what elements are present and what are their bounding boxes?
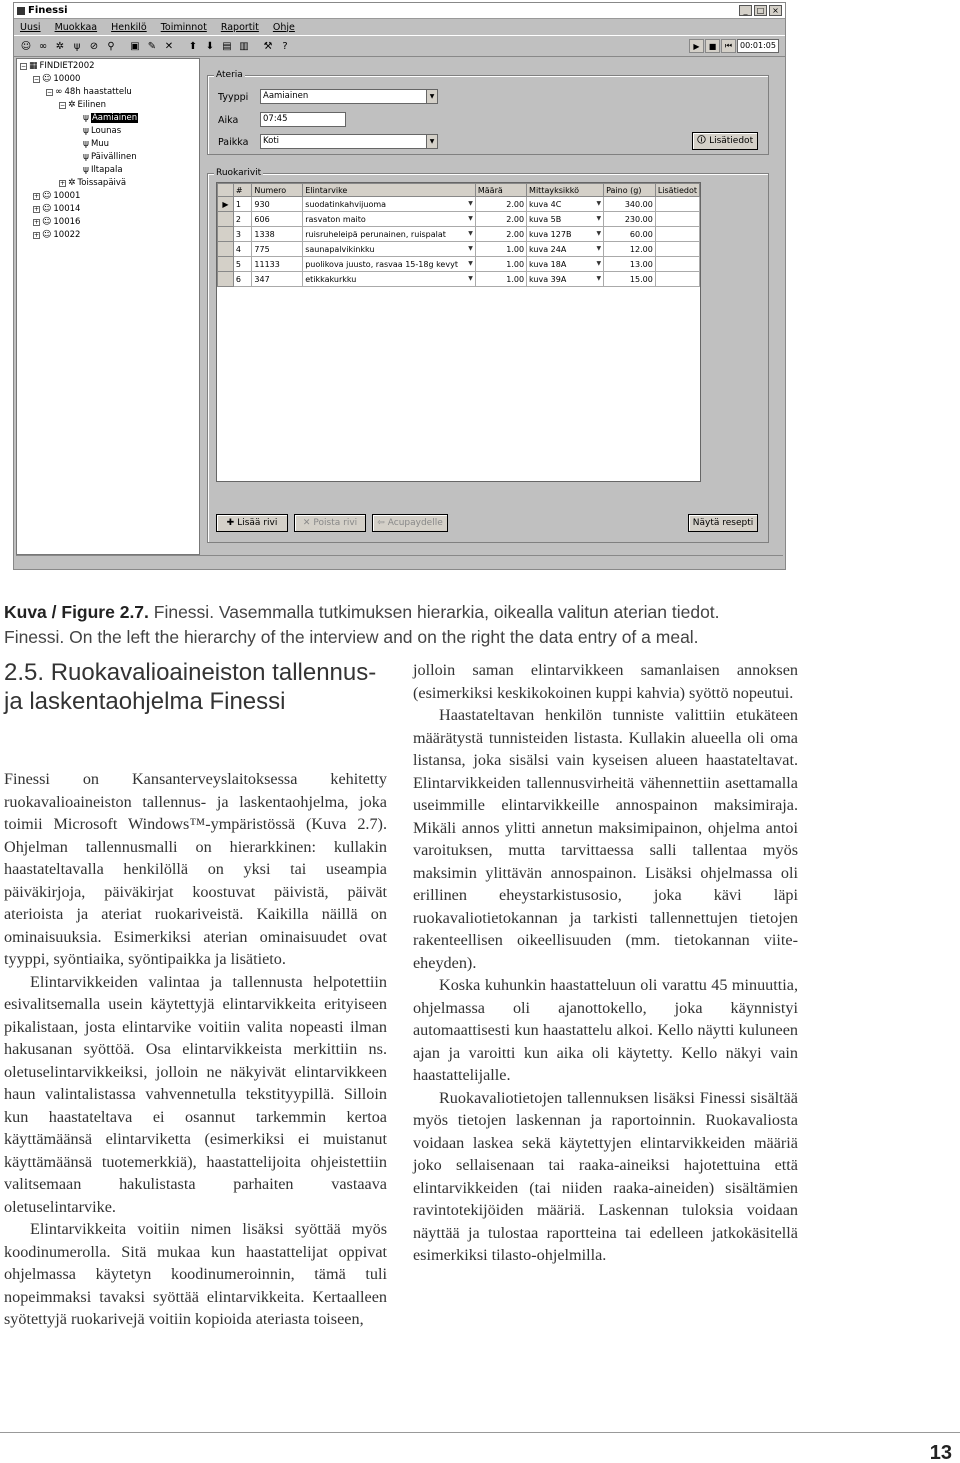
window-title: Finessi (28, 5, 68, 16)
cutlery-icon: ψ (83, 165, 89, 175)
tree-meal-aamiainen[interactable]: ψ Aamiainen (83, 113, 138, 123)
corner-header (218, 184, 234, 197)
paikka-select[interactable]: Koti ▼ (260, 134, 438, 149)
clear-icon[interactable]: ⊘ (89, 40, 99, 52)
app-icon (17, 7, 25, 15)
tools-icon[interactable]: ⚒ (263, 40, 273, 52)
aika-label: Aika (218, 115, 239, 126)
aika-input[interactable]: 07:45 (260, 112, 346, 127)
column-header[interactable]: Määrä (475, 184, 526, 197)
current-row-icon: ▶ (218, 197, 234, 212)
tree-day-eilinen[interactable]: − ✲ Eilinen (60, 100, 107, 110)
chevron-down-icon[interactable]: ▼ (468, 214, 473, 222)
figure-caption (4, 600, 954, 650)
caption-finnish: Finessi. Vasemmalla tutkimuksen hierarkia, oikealla valitun aterian tiedot. (148, 602, 720, 622)
chevron-down-icon[interactable]: ▼ (426, 135, 437, 148)
delete-row-button[interactable]: ✕ Poista rivi (294, 514, 366, 532)
tree-person[interactable]: + ☺ 10016 (34, 217, 81, 227)
lisatiedot-button[interactable]: 🛈 Lisätiedot (692, 132, 758, 150)
collapse-icon[interactable]: − (21, 62, 27, 70)
expand-icon[interactable]: + (34, 192, 40, 200)
back-arrow-icon: ⇦ (377, 518, 385, 528)
tree-meal-iltapala[interactable]: ψ Iltapala (83, 165, 123, 175)
paragraph: Finessi on Kansanterveyslaitoksessa kehitetty ruokavalioaineiston tallennus- ja laskentaohjelma, joka toimii Microsoft Windows™-ympäristössä (Kuva 2.7). Ohjelman tallennusmalli on hierarkkinen: kullakin haastateltavalla henkilöllä on yksi tai useampia päiväkirjoja, päiväkirjat koostuvat päivistä, päivät aterioista ja ateriat ruokariveistä. Kaikilla näillä on ominaisuuksia. Esimerkiksi aterian ominaisuudet ovat tyyppi, syöntiaika, syöntipaikka ja lisätieto. (4, 770, 387, 968)
hierarchy-tree (16, 58, 200, 555)
menu-ohje[interactable]: Ohje (272, 21, 295, 33)
ateria-legend: Ateria (216, 70, 243, 80)
chevron-down-icon[interactable]: ▼ (596, 214, 602, 222)
tyyppi-select[interactable]: Aamiainen ▼ (260, 89, 438, 104)
paragraph: Koska kuhunkin haastatteluun oli varattu 45 minuuttia, ohjelmassa oli ajanottokello, joka käynnistyi automaattisesti kun haastattelu alkoi. Kello näytti kuluneen ajan ja varoitti kun aika oli käytetty. Kello näkyi vain haastattelijalle. (413, 976, 798, 1084)
paragraph: Elintarvikkeita voitiin nimen lisäksi syöttää myös koodinumerolla. Sitä mukaa kun haastattelijat oppivat ohjelmassa käytetyn koodinumeroinnin, tämä tuli nopeimmaksi tavaksi syöttää elintarvikkeita. Kertaalleen syötettyjä ruokarivejä voitiin kopioida ateriasta toiseen, (4, 1220, 387, 1328)
info-icon: 🛈 (696, 136, 707, 146)
tree-day-toissapaiva[interactable]: + ✲ Toissapäivä (60, 178, 127, 188)
person-icon: ☺ (42, 230, 52, 240)
paragraph: Ruokavaliotietojen tallennuksen lisäksi Finessi sisältää myös tietojen laskennan ja raportoinnin. Ruokavaliosta voidaan laskea sekä käytettyjen elintarvikkeiden määriä joko sellaisenaan tai raaka-aineiksi hajotettuina että elintarvikkeiden (tai niiden raaka-aineiden) sisältämien ravintotekijöiden määriä. Laskennan tuloksia voidaan näyttää ja tulostaa raportteina tai edelleen jatkokäsitellä esimerkiksi tilasto-ohjelmilla. (413, 1088, 798, 1264)
food-rows-grid (216, 182, 701, 482)
column-header[interactable]: Elintarvike (303, 184, 476, 197)
undo-button[interactable]: ⇦ Acupaydelle (372, 514, 448, 532)
person-icon[interactable]: ⚲ (107, 40, 115, 52)
column-header[interactable]: Paino (g) (604, 184, 656, 197)
meal-details-panel (203, 58, 773, 555)
smiley-icon[interactable]: ☺ (20, 40, 32, 52)
collapse-icon[interactable]: − (60, 101, 66, 109)
stop-icon[interactable]: ■ (705, 39, 720, 53)
reset-icon[interactable]: ⏮ (721, 39, 736, 53)
paragraph: Haastateltavan henkilön tunniste valittiin etukäteen määrätystä tunnisteiden listasta. Kullakin alueella oli oma listansa, joka sisälsi vain kyseisen alueen haastateltavat. Elintarvikkeiden tallennusvirheitä vähennettiin asettamalla useimmille elintarvikkeille annospainon maksimiraja. Mikäli annos ylitti annetun maksimipainon, ohjelma antoi varoituksen, mutta tarvittaessa salli tallentaa myös maksimin ylittävän annospainon. Lisäksi ohjelmassa oli erillinen eheystarkistusosio, joka kävi läpi ruokavaliotietokannan ja tarkisti tallennettujen tietojen rakenteellisen oikeellisuuden (mm. tietokannan viite-eheyden). (413, 706, 798, 972)
arrow-down-icon[interactable]: ⬇ (205, 40, 215, 52)
tree-person[interactable]: + ☺ 10022 (34, 230, 81, 240)
column-header[interactable]: Lisätiedot (655, 184, 699, 197)
cutlery-icon: ψ (83, 152, 89, 162)
chart-icon[interactable]: ▥ (239, 40, 249, 52)
arrow-up-icon[interactable]: ⬆ (188, 40, 198, 52)
footer-rule (0, 1432, 960, 1433)
chevron-down-icon[interactable]: ▼ (596, 259, 602, 267)
ateria-group (207, 70, 769, 155)
database-icon: ▦ (29, 61, 38, 71)
timer-controls (689, 39, 779, 53)
table-row[interactable]: 6 347 etikkakurkku ▼ 1.00 kuva 39A ▼ 15.00 (218, 272, 700, 287)
menu-raportit[interactable]: Raportit (220, 21, 259, 33)
report-icon[interactable]: ▤ (222, 40, 232, 52)
maximize-button[interactable]: □ (754, 5, 767, 16)
glasses-icon: ∞ (55, 87, 63, 97)
window-controls (739, 5, 782, 16)
finessi-window (13, 2, 786, 570)
toolbar (14, 35, 785, 57)
expand-icon[interactable]: + (34, 231, 40, 239)
column-header[interactable]: Mittayksikkö (527, 184, 604, 197)
help-icon[interactable]: ? (282, 40, 288, 52)
chevron-down-icon[interactable]: ▼ (468, 274, 473, 282)
figure-label: Kuva / Figure 2.7. (4, 602, 149, 622)
table-row[interactable]: 2 606 rasvaton maito ▼ 2.00 kuva 5B ▼ 230.00 (218, 212, 700, 227)
tree-meal-lounas[interactable]: ψ Lounas (83, 126, 122, 136)
add-row-button[interactable]: ✚ Lisää rivi (216, 514, 288, 532)
menu-uusi[interactable]: Uusi (20, 21, 41, 33)
caption-english: Finessi. On the left the hierarchy of the interview and on the right the data entry of a meal. (4, 627, 699, 647)
person-icon: ☺ (42, 204, 52, 214)
ruokarivit-group (207, 168, 769, 543)
person-icon: ☺ (42, 217, 52, 227)
settings-icon: ✲ (68, 178, 76, 188)
show-recipe-button[interactable]: Näytä resepti (688, 514, 758, 532)
ruokarivit-legend: Ruokarivit (216, 168, 262, 178)
menu-toiminnot[interactable]: Toiminnot (160, 21, 207, 33)
collapse-icon[interactable]: − (47, 88, 53, 96)
minimize-button[interactable]: _ (739, 5, 752, 16)
food-rows-table (217, 183, 700, 287)
page-number: 13 (929, 1442, 952, 1463)
tree-meal-paivallinen[interactable]: ψ Päivällinen (83, 152, 137, 162)
paragraph: Elintarvikkeiden valintaa ja tallennusta helpotettiin esivalitsemalla usein käytettyjä elintarvikkeita erityiseen pikalistaan, josta elintarvike voitiin valita nopeasti ilman hakusanan syöttöä. Osa elintarvikkeista merkittiin ns. oletuselintarvikkeiksi, jolloin ne näkyivät elintarvikkeen haun valintalistassa vahvennetulla tekstityypillä. Silloin kun haastateltava ei osannut tarkemmin kertoa käyttämäänsä elintarviketta (esimerkiksi ei muistanut käyttämäänsä tuotemerkkiä), haastattelijoita ohjeistettiin valitsemaan hakulistasta parhaiten vastaava oletuselintarvike. (4, 972, 387, 1216)
delete-icon[interactable]: ✕ (164, 40, 174, 52)
menu-muokkaa[interactable]: Muokkaa (54, 21, 98, 33)
edit-icon[interactable]: ✎ (147, 40, 157, 52)
save-icon[interactable]: ▣ (130, 40, 140, 52)
glasses-icon[interactable]: ∞ (38, 40, 48, 52)
chevron-down-icon[interactable]: ▼ (468, 244, 473, 252)
chevron-down-icon[interactable]: ▼ (468, 199, 473, 207)
table-row[interactable]: ▶ 1 930 suodatinkahvijuoma ▼ 2.00 kuva 4C ▼ 340.00 (218, 197, 700, 212)
chevron-down-icon[interactable]: ▼ (468, 229, 473, 237)
cutlery-icon[interactable]: ψ (73, 40, 81, 52)
column-header[interactable]: # (233, 184, 251, 197)
tree-root[interactable]: − ▦ FINDIET2002 (21, 61, 95, 71)
paragraph: jolloin saman elintarvikkeen samanlaisen annoksen (esimerkiksi keskikokoinen kuppi kahvia) syöttö nopeutui. (413, 661, 798, 702)
tree-meal-muu[interactable]: ψ Muu (83, 139, 110, 149)
table-row[interactable]: 4 775 saunapalvikinkku ▼ 1.00 kuva 24A ▼ 12.00 (218, 242, 700, 257)
chevron-down-icon[interactable]: ▼ (468, 259, 473, 267)
cutlery-icon: ψ (83, 126, 89, 136)
chevron-down-icon[interactable]: ▼ (596, 229, 602, 237)
collapse-icon[interactable]: − (34, 75, 40, 83)
person-icon: ☺ (42, 74, 52, 84)
chevron-down-icon[interactable]: ▼ (426, 90, 437, 103)
table-row[interactable]: 5 11133 puolikova juusto, rasvaa 15-18g kevyt ▼ 1.00 kuva 18A ▼ 13.00 (218, 257, 700, 272)
left-column (4, 768, 387, 1331)
close-icon: ✕ (302, 518, 311, 528)
column-header[interactable]: Numero (252, 184, 303, 197)
tyyppi-label: Tyyppi (218, 92, 249, 103)
timer-display: 00:01:05 (737, 39, 779, 53)
settings-icon[interactable]: ✲ (55, 40, 65, 52)
person-icon: ☺ (42, 191, 52, 201)
expand-icon[interactable]: + (60, 179, 66, 187)
play-icon[interactable]: ▶ (689, 39, 704, 53)
menu-henkilo[interactable]: Henkilö (111, 21, 147, 33)
expand-icon[interactable]: + (34, 218, 40, 226)
title-bar (14, 3, 785, 19)
tree-interview[interactable]: − ∞ 48h haastattelu (47, 87, 132, 97)
table-row[interactable]: 3 1338 ruisruheleipä perunainen, ruispalat ▼ 2.00 kuva 127B ▼ 60.00 (218, 227, 700, 242)
cutlery-icon: ψ (83, 113, 89, 123)
tree-person-10000[interactable]: − ☺ 10000 (34, 74, 81, 84)
cutlery-icon: ψ (83, 139, 89, 149)
settings-icon: ✲ (68, 100, 76, 110)
section-heading: 2.5. Ruokavalioaineiston tallennus- ja laskentaohjelma Finessi (4, 659, 377, 715)
chevron-down-icon[interactable]: ▼ (596, 274, 602, 282)
plus-icon: ✚ (226, 518, 235, 528)
chevron-down-icon[interactable]: ▼ (596, 199, 602, 207)
chevron-down-icon[interactable]: ▼ (596, 244, 602, 252)
close-button[interactable]: × (769, 5, 782, 16)
status-bar (16, 555, 783, 567)
menu-bar (14, 19, 785, 35)
expand-icon[interactable]: + (34, 205, 40, 213)
tree-person[interactable]: + ☺ 10014 (34, 204, 81, 214)
paikka-label: Paikka (218, 137, 249, 148)
tree-person[interactable]: + ☺ 10001 (34, 191, 81, 201)
right-column (413, 659, 798, 1267)
